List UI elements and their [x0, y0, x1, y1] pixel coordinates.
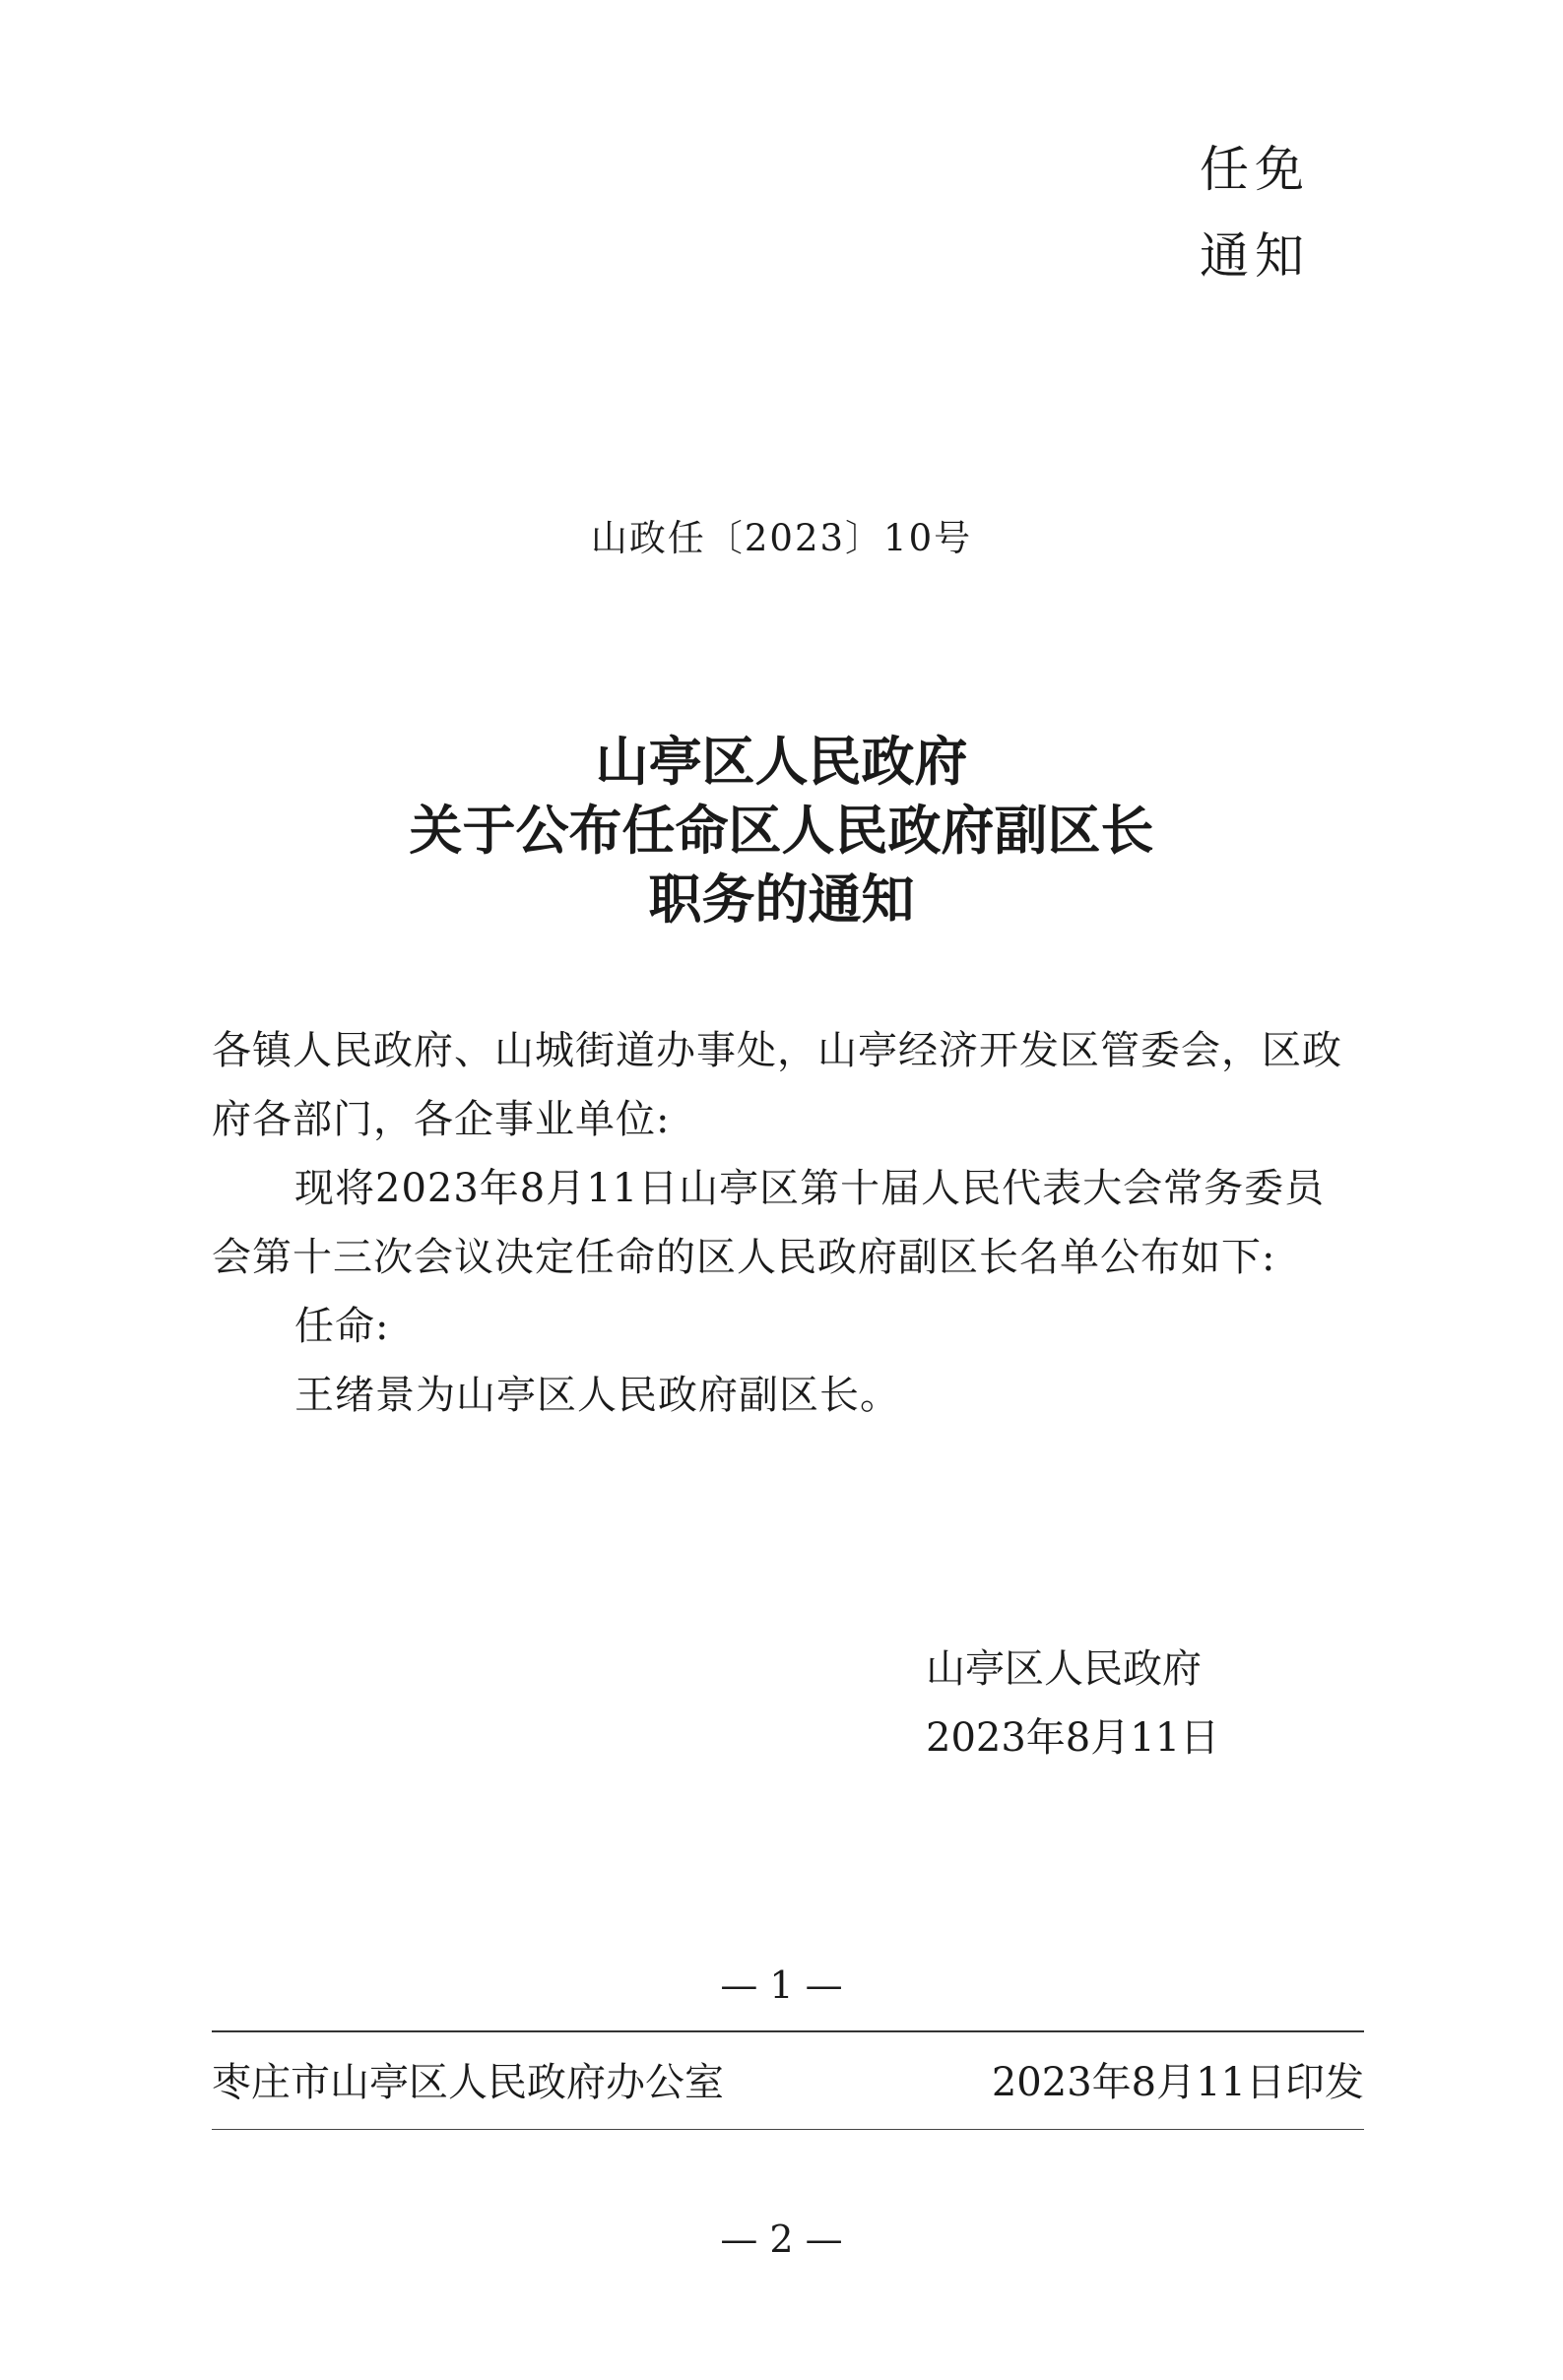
appoint-label: 任命: [294, 1304, 390, 1349]
recipients: 各镇人民政府、山城街道办事处，山亭经济开发区管委会，区政府各部门，各企事业单位: [212, 1028, 1342, 1142]
footer-issuer: 枣庄市山亭区人民政府办公室 [212, 2060, 724, 2105]
title-line-2: 关于公布任命区人民政府副区长 [409, 799, 1154, 862]
body-paragraph: 现将2023年8月11日山亭区第十届人民代表大会常务委员会第十三次会议决定任命的区人民政府副区长名单公布如下: [212, 1166, 1326, 1280]
footer-bottom-rule [212, 2129, 1364, 2130]
footer-top-rule [212, 2030, 1364, 2032]
page-number-1: — 1 — [720, 1963, 843, 2007]
signature-date: 2023年8月11日 [926, 1715, 1220, 1761]
document-category [1200, 126, 1337, 299]
footer-issue-date: 2023年8月11日印发 [991, 2060, 1364, 2105]
category-line-2: 通知 [1200, 227, 1310, 285]
category-line-1: 任免 [1200, 141, 1310, 198]
appointment-item: 王绪景为山亭区人民政府副区长。 [294, 1373, 900, 1418]
document-body [212, 1016, 1364, 1430]
title-line-1: 山亭区人民政府 [595, 730, 968, 793]
signature-org: 山亭区人民政府 [926, 1646, 1202, 1692]
document-title [0, 727, 1563, 933]
page-number-2: — 2 — [720, 2218, 843, 2261]
document-number: 山政任〔2023〕10号 [590, 517, 973, 559]
title-line-3: 职务的通知 [648, 868, 915, 931]
